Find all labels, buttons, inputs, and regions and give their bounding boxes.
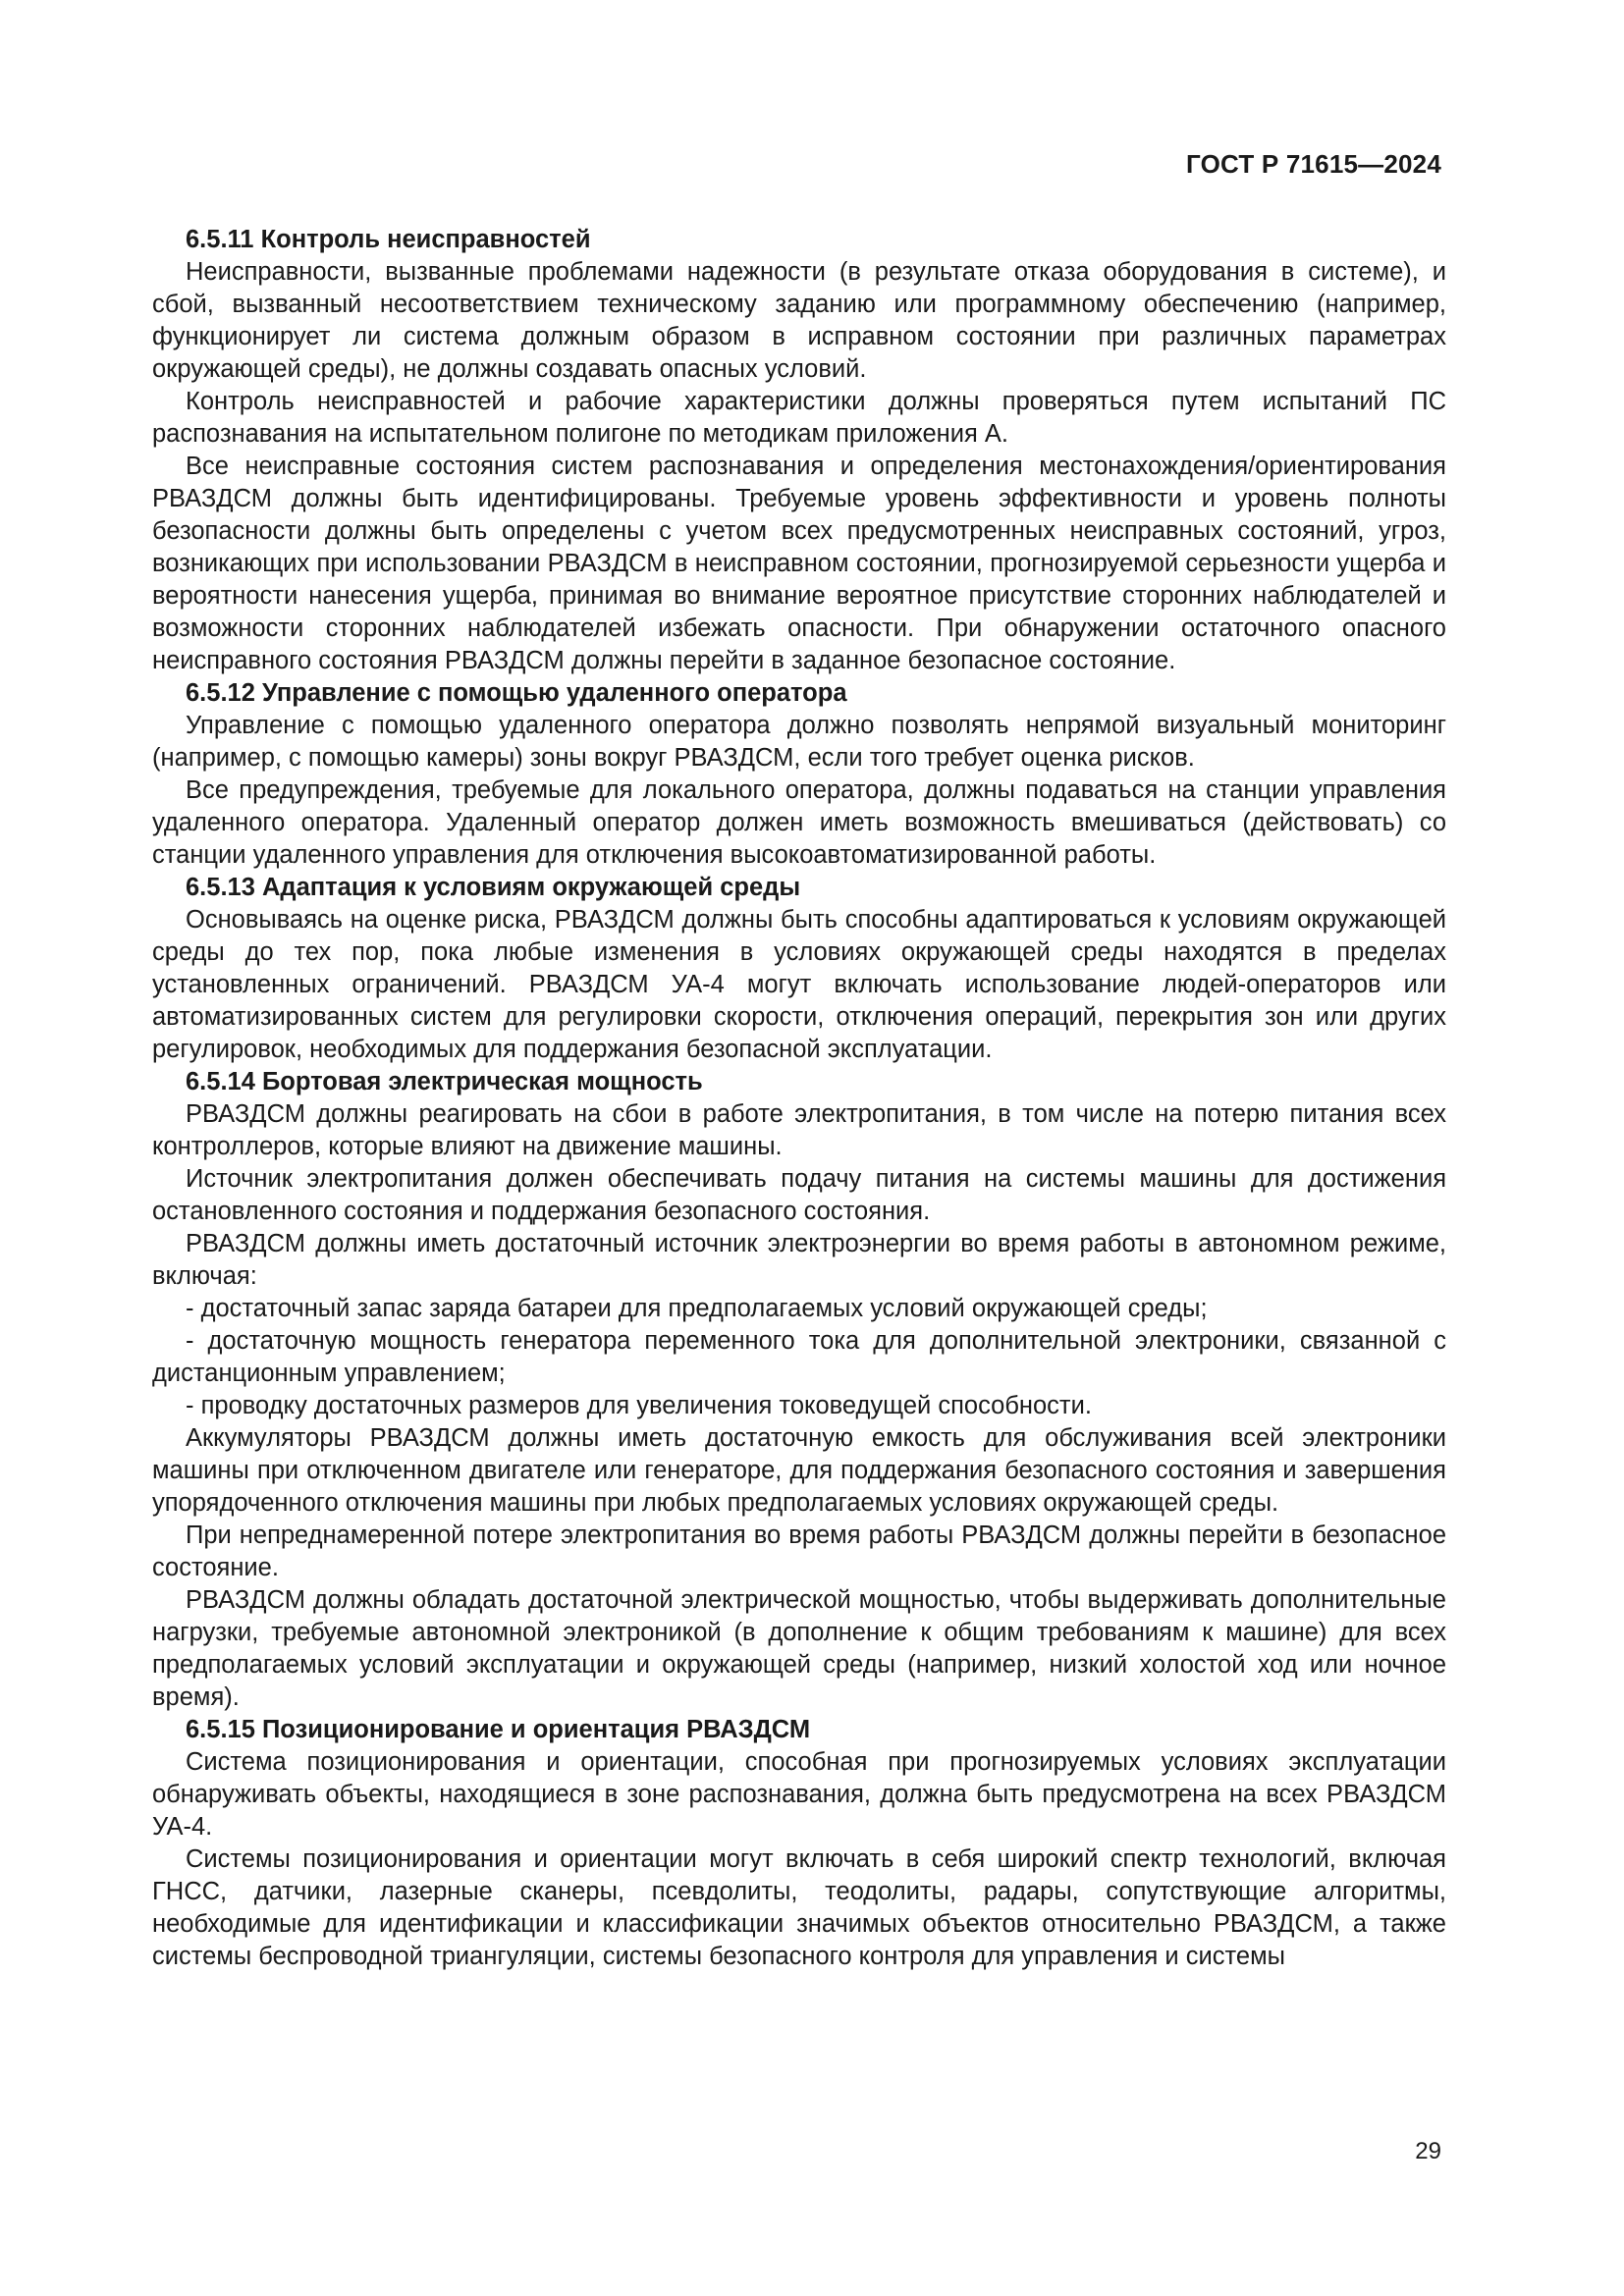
section-heading-6-5-13: 6.5.13 Адаптация к условиям окружающей среды bbox=[186, 874, 801, 901]
page-number: 29 bbox=[1415, 2138, 1441, 2164]
paragraph: Управление с помощью удаленного оператора должно позволять непрямой визуальный мониторинг (например, с помощью камеры) зоны вокруг РВАЗДСМ, если того требует оценка рисков. bbox=[152, 712, 1446, 772]
paragraph: Аккумуляторы РВАЗДСМ должны иметь достаточную емкость для обслуживания всей электроники машины при отключенном двигателе или генераторе, для поддержания безопасного состояния и завершения упорядоченного отключения машины при любых предполагаемых условиях окружающей среды. bbox=[152, 1424, 1446, 1517]
document-body bbox=[152, 224, 1446, 1973]
section-heading-6-5-14: 6.5.14 Бортовая электрическая мощность bbox=[186, 1068, 703, 1095]
list-item: - достаточный запас заряда батареи для предполагаемых условий окружающей среды; bbox=[186, 1295, 1208, 1322]
section-heading-6-5-12: 6.5.12 Управление с помощью удаленного оператора bbox=[186, 679, 847, 707]
paragraph: При непреднамеренной потере электропитания во время работы РВАЗДСМ должны перейти в безопасное состояние. bbox=[152, 1522, 1446, 1581]
document-code-header: ГОСТ Р 71615—2024 bbox=[1186, 149, 1441, 179]
list-item: - проводку достаточных размеров для увеличения токоведущей способности. bbox=[186, 1392, 1092, 1419]
paragraph: Контроль неисправностей и рабочие характеристики должны проверяться путем испытаний ПС распознавания на испытательном полигоне по методикам приложения А. bbox=[152, 388, 1446, 448]
paragraph: Основываясь на оценке риска, РВАЗДСМ должны быть способны адаптироваться к условиям окружающей среды до тех пор, пока любые изменения в условиях окружающей среды находятся в пределах установленных ограничений. РВАЗДСМ УА-4 могут включать использование людей-операторов или автоматизированных систем для регулировки скорости, отключения операций, перекрытия зон или других регулировок, необходимых для поддержания безопасной эксплуатации. bbox=[152, 906, 1446, 1063]
paragraph: Система позиционирования и ориентации, способная при прогнозируемых условиях эксплуатации обнаруживать объекты, находящиеся в зоне распознавания, должна быть предусмотрена на всех РВАЗДСМ УА-4. bbox=[152, 1748, 1446, 1841]
paragraph: Источник электропитания должен обеспечивать подачу питания на системы машины для достижения остановленного состояния и поддержания безопасного состояния. bbox=[152, 1165, 1446, 1225]
section-heading-6-5-15: 6.5.15 Позиционирование и ориентация РВАЗДСМ bbox=[186, 1716, 811, 1743]
paragraph: РВАЗДСМ должны иметь достаточный источник электроэнергии во время работы в автономном режиме, включая: bbox=[152, 1230, 1446, 1290]
paragraph: Системы позиционирования и ориентации могут включать в себя широкий спектр технологий, включая ГНСС, датчики, лазерные сканеры, псевдолиты, теодолиты, радары, сопутствующие алгоритмы, необходимые для идентификации и классификации значимых объектов относительно РВАЗДСМ, а также системы беспроводной триангуляции, системы безопасного контроля для управления и системы bbox=[152, 1845, 1446, 1970]
paragraph: РВАЗДСМ должны реагировать на сбои в работе электропитания, в том числе на потерю питания всех контроллеров, которые влияют на движение машины. bbox=[152, 1100, 1446, 1160]
paragraph: Все неисправные состояния систем распознавания и определения местонахождения/ориентирования РВАЗДСМ должны быть идентифицированы. Требуемые уровень эффективности и уровень полноты безопасности должны быть определены с учетом всех предусмотренных неисправных состояний, угроз, возникающих при использовании РВАЗДСМ в неисправном состоянии, прогнозируемой серьезности ущерба и вероятности нанесения ущерба, принимая во внимание вероятное присутствие сторонних наблюдателей и возможности сторонних наблюдателей избежать опасности. При обнаружении остаточного опасного неисправного состояния РВАЗДСМ должны перейти в заданное безопасное состояние. bbox=[152, 453, 1446, 674]
section-heading-6-5-11: 6.5.11 Контроль неисправностей bbox=[186, 226, 591, 253]
paragraph: Неисправности, вызванные проблемами надежности (в результате отказа оборудования в системе), и сбой, вызванный несоответствием техническому заданию или программному обеспечению (например, функционирует ли система должным образом в исправном состоянии при различных параметрах окружающей среды), не должны создавать опасных условий. bbox=[152, 258, 1446, 383]
paragraph: РВАЗДСМ должны обладать достаточной электрической мощностью, чтобы выдерживать дополнительные нагрузки, требуемые автономной электроникой (в дополнение к общим требованиям к машине) для всех предполагаемых условий эксплуатации и окружающей среды (например, низкий холостой ход или ночное время). bbox=[152, 1586, 1446, 1711]
paragraph: Все предупреждения, требуемые для локального оператора, должны подаваться на станции управления удаленного оператора. Удаленный оператор должен иметь возможность вмешиваться (действовать) со станции удаленного управления для отключения высокоавтоматизированной работы. bbox=[152, 776, 1446, 869]
list-item: - достаточную мощность генератора переменного тока для дополнительной электроники, связанной с дистанционным управлением; bbox=[152, 1327, 1446, 1387]
